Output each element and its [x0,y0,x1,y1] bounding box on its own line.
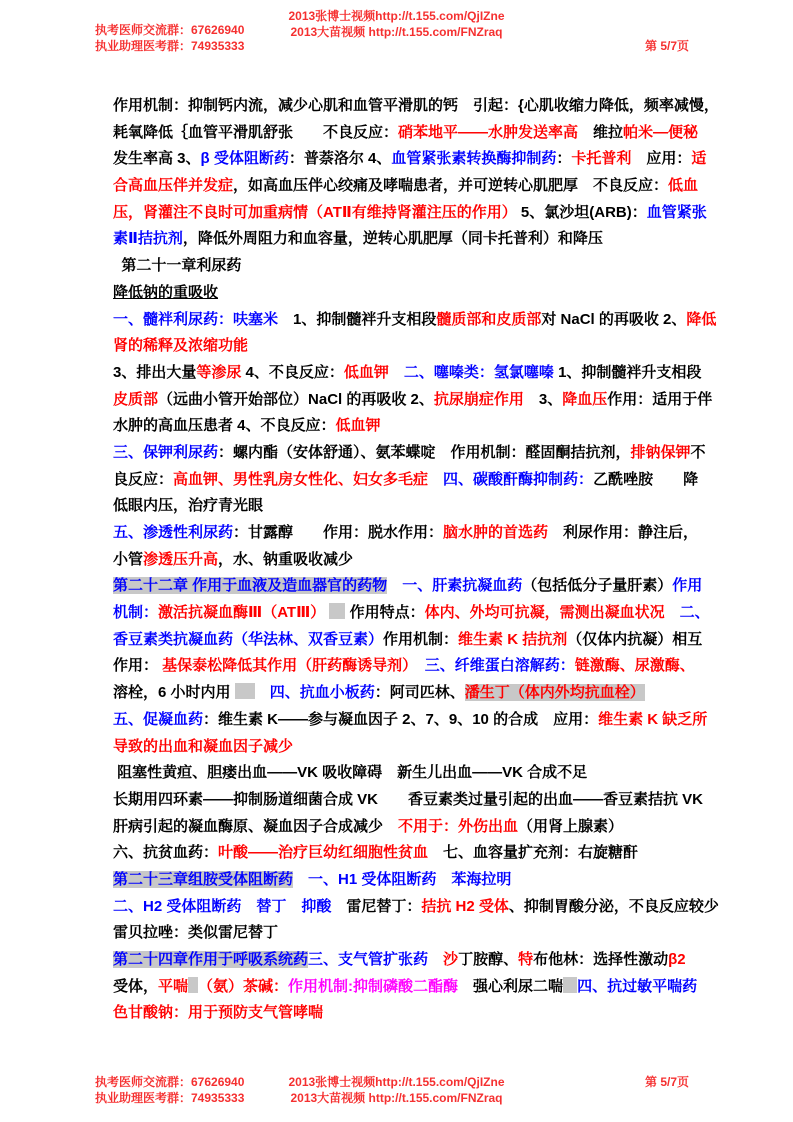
text-run: 帕米—便秘 [623,123,699,141]
text-line [113,653,713,680]
text-run: 降低 [686,310,717,328]
text-run: 渗透压升高 [143,550,219,568]
text-run: 潘生丁（体内外均抗血栓） [464,684,645,702]
text-run: 血管紧张 [646,203,707,221]
text-run: 等渗尿 [196,363,242,381]
text-line [113,920,713,947]
text-run: （远曲小管开始部位）NaCl 的再吸收 2、 [158,390,434,408]
text-run: 乙酰唑胺 降 [593,470,699,488]
text-line [113,280,713,307]
text-line [113,734,713,761]
text-run: 5、氯沙坦(ARB)： [516,203,647,221]
header-exam-group-line2: 执业助理医考群：74935333 [95,39,245,53]
text-run: 、抑制胃酸分泌，不良反应较少 [508,897,719,915]
text-run: （包括低分子量肝素） [522,577,673,595]
text-run: 低血钾 [343,363,389,381]
text-run: 体内、外均可抗凝，需测出凝血状况 [424,604,665,622]
header-center-block [0,8,793,40]
text-run: 维拉 [578,123,624,141]
text-run: 拮抗 H2 受体 [421,897,509,915]
text-run: 特 [518,951,534,968]
text-run: ：螺内酯（安体舒通）、氨苯蝶啶 作用机制：醛固酮拮抗剂， [218,443,631,461]
text-run: 二、 [679,604,710,622]
text-run: 激活抗凝血酶Ⅲ（ATⅢ） [158,604,326,622]
text-line [113,547,713,574]
text-line [113,146,713,173]
text-run: 高血钾、男性乳房女性化、妇女多毛症 [173,470,429,488]
text-line [113,493,713,520]
footer-video-link-2: 2013大苗视频 http://t.155.com/FNZraq [290,1091,503,1105]
text-line [113,760,713,787]
text-run: 不 [690,443,706,461]
text-run: 降低钠的重吸收 [113,283,219,301]
text-run: 受体， [113,977,159,995]
text-line [113,200,713,227]
text-run: 髓质部和皮质部 [436,310,542,328]
text-run: 小管 [113,550,144,568]
text-run: 一、髓袢利尿药：呋塞米 [113,310,279,328]
text-run: 卡托普利 [571,150,632,168]
text-run: 香豆素类抗凝血药（华法林、双香豆素） [113,630,384,648]
text-run: 低血 [668,177,699,195]
text-run: 五、促凝血药 [113,710,204,728]
text-run: 皮质部 [113,390,159,408]
text-run: ： [556,150,572,168]
text-run: 强心利尿二喘 [458,977,564,995]
text-run: 沙 [443,951,459,968]
text-line [113,814,713,841]
text-line [113,253,713,280]
header-page-number: 第 5/7页 [645,39,690,53]
text-run: 丁胺醇、 [458,951,519,968]
text-run: 低血钾 [335,417,381,435]
text-run: 作用机制:抑制磷酸二酯酶 [288,977,459,995]
text-run: 应用： [631,150,692,168]
text-run: 3、 [523,390,563,408]
text-line [113,520,713,547]
text-run: 维生素 K 拮抗剂 [458,630,568,648]
text-line [113,333,713,360]
text-run: 对 NaCl 的再吸收 2、 [541,310,687,328]
text-line [113,307,717,334]
text-run: 第二十三章组胺受体阻断药 [113,870,294,888]
text-run: 色甘酸钠：用于预防支气管哮喘 [113,1004,324,1022]
text-run: β2 [668,951,686,968]
text-run: 二、H2 受体阻断药 替丁 抑酸 [113,897,332,915]
text-run: ，降低外周阻力和血容量，逆转心肌肥厚（同卡托普利）和降压 [182,230,603,248]
text-run: 四、碳酸酐酶抑制药： [443,470,594,488]
text-run: 水肿的高血压患者 4、不良反应： [113,417,336,435]
text-run: 合高血压伴并发症 [113,177,234,195]
text-run: 发生率高 3、 [113,150,201,168]
text-run: 耗氧降低｛血管平滑肌舒张 不良反应： [113,123,399,141]
redacted-blank-box [235,683,255,699]
header-video-link-2: 2013大苗视频 http://t.155.com/FNZraq [290,25,503,39]
text-line [113,840,713,867]
text-run: （氨）茶碱： [198,977,289,995]
text-run: 作用：适用于伴 [607,390,713,408]
text-run: 压，肾灌注不良时可加重病情（ATⅡ有维持肾灌注压的作用） [113,203,517,221]
text-run [255,684,270,701]
text-run: 降血压 [562,390,608,408]
text-run: 五、渗透性利尿药 [113,524,234,541]
text-line [113,173,713,200]
text-line [113,226,713,253]
text-line [113,867,713,894]
text-run: 叶酸——治疗巨幼红细胞性贫血 [218,844,429,862]
text-line [113,894,719,921]
text-run: 肝病引起的凝血酶原、凝血因子合成减少 [113,817,399,835]
text-run: 抗尿崩症作用 [433,390,524,408]
text-run: 不用于：外伤出血 [398,817,519,835]
text-line [113,573,713,600]
redacted-blank-box [188,977,198,993]
redacted-blank-box [329,603,345,619]
text-run: 溶栓，6 小时内用 [113,684,235,702]
text-line [113,360,713,387]
text-run: 一、肝素抗凝血药 [402,577,523,595]
text-run: 平喘 [158,977,189,995]
text-run [428,471,443,488]
text-line [113,1000,713,1027]
text-line [113,467,713,494]
text-run: 机制： [113,604,159,622]
text-run: ：普萘洛尔 4、 [288,150,392,168]
text-line [113,974,713,1001]
footer-exam-group-line1: 执考医师交流群：67626940 [95,1075,245,1089]
text-run: 第二十四章作用于呼吸系统药 [113,951,309,968]
text-run: 第二十二章 作用于血液及造血器官的药物 [113,577,388,595]
text-run: 雷尼替丁： [331,897,422,915]
text-run: 肾的稀释及浓缩功能 [113,337,249,355]
text-run: 1、抑制髓袢升支相段 [278,310,437,328]
text-line [113,680,713,707]
text-run: （仅体内抗凝）相互 [567,630,703,648]
text-line [113,440,713,467]
text-run [428,951,443,968]
text-run: 三、纤维蛋白溶解药： [424,657,575,675]
text-run: 维生素 K 缺乏所 [598,710,708,728]
text-run: 雷贝拉唑：类似雷尼替丁 [113,924,279,942]
text-run: 3、排出大量 [113,363,197,381]
footer-exam-group-line2: 执业助理医考群：74935333 [95,1091,245,1105]
footer-page-number: 第 5/7页 [645,1075,690,1089]
text-line [113,627,713,654]
text-run: 三、支气管扩张药 [308,951,429,968]
redacted-blank-box [563,977,577,993]
text-run: 作用 [672,577,703,595]
text-run: 脑水肿的首选药 [443,524,549,541]
text-run: 血管紧张素转换酶抑制药 [391,150,557,168]
text-run: ：维生素 K——参与凝血因子 2、7、9、10 的合成 应用： [203,710,599,728]
footer-video-link-1: 2013张博士视频http://t.155.com/QjIZne [288,1075,505,1089]
header-exam-group-line1: 执考医师交流群：67626940 [95,23,245,37]
text-run: 素Ⅱ拮抗剂 [113,230,183,248]
text-run [410,657,425,674]
text-run: 四、抗血小板药 [269,684,375,702]
document-body [113,93,719,1027]
text-line [113,120,713,147]
text-run: ，水、钠重吸收减少 [218,550,354,568]
text-line [113,93,719,120]
text-run: 作用机制： [383,630,459,648]
text-run [389,364,404,381]
header-video-link-1: 2013张博士视频http://t.155.com/QjIZne [288,9,505,23]
text-run: 七、血容量扩充剂：右旋糖酐 [428,844,639,862]
text-run: 4、不良反应： [241,363,344,381]
text-run: 作用特点： [345,604,425,622]
text-run: 布他林：选择性激动 [533,951,669,968]
text-run: 四、抗过敏平喘药 [577,977,698,995]
text-run: 一、H1 受体阻断药 苯海拉明 [308,870,512,888]
text-run: 阻塞性黄疸、胆瘘出血——VK 吸收障碍 新生儿出血——VK 合成不足 [113,764,588,782]
text-run: 硝苯地平——水肿发送率高 [398,123,579,141]
text-run: （用肾上腺素） [518,817,624,835]
text-run: 作用机制：抑制钙内流，减少心肌和血管平滑肌的钙 引起：{心肌收缩力降低，频率减慢， [113,97,719,114]
text-line [113,600,713,627]
text-line [113,707,713,734]
text-run: 低眼内压，治疗青光眼 [113,497,264,515]
text-line [113,387,713,414]
text-run: ：阿司匹林、 [374,684,465,702]
text-run: 链激酶、尿激酶、 [574,657,695,675]
text-line [113,787,713,814]
text-run [665,604,680,621]
text-run [293,871,308,888]
text-run: 第二十一章利尿药 [113,257,242,275]
text-run: 六、抗贫血药： [113,844,219,862]
text-run: 导致的出血和凝血因子减少 [113,737,294,755]
text-run: 1、抑制髓袢升支相段 [553,363,702,381]
text-run: ，如高血压伴心绞痛及哮喘患者，并可逆转心肌肥厚 不良反应： [233,177,669,195]
text-line [113,413,713,440]
text-run: β 受体阻断药 [200,150,289,168]
text-run: 适 [691,150,707,168]
text-run: 利尿作用：静注后， [548,524,699,541]
text-run: 排钠保钾 [630,443,691,461]
text-run: 二、噻嗪类：氢氯噻嗪 [403,363,554,381]
text-run: 良反应： [113,470,174,488]
text-run: ：甘露醇 作用：脱水作用： [233,524,444,541]
text-run: 长期用四环素——抑制肠道细菌合成 VK 香豆素类过量引起的出血——香豆素拮抗 VK [113,790,704,808]
text-line [113,947,713,974]
text-run: 作用： [113,657,163,675]
text-run: 三、保钾利尿药 [113,443,219,461]
text-run: 基保泰松降低其作用（肝药酶诱导剂） [162,657,410,675]
text-run [387,577,402,594]
